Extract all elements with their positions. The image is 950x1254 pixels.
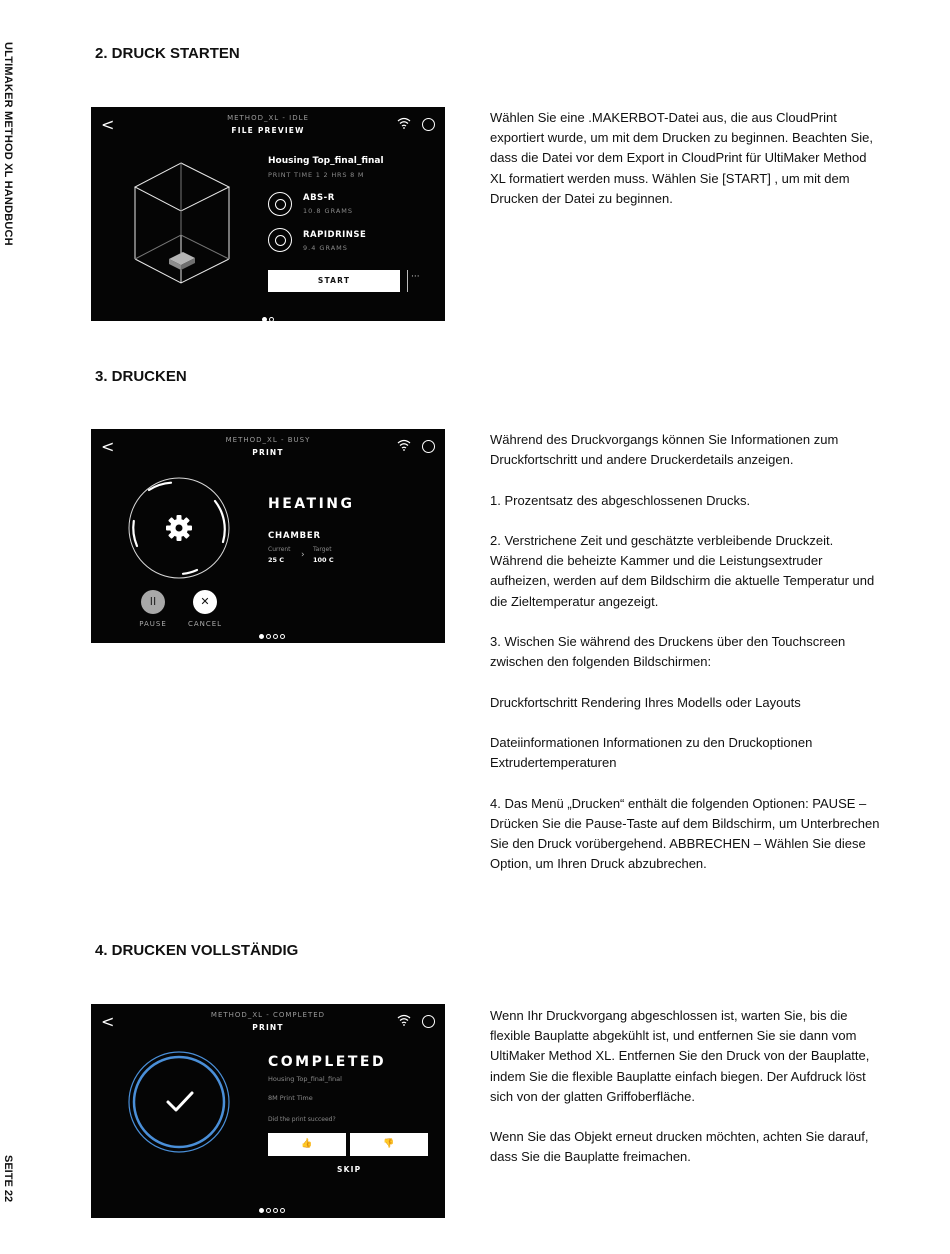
section-heading-completed: 4. DRUCKEN VOLLSTÄNDIG	[95, 942, 299, 959]
wifi-icon	[397, 1014, 411, 1026]
power-icon[interactable]	[422, 118, 435, 131]
skip-button[interactable]: SKIP	[337, 1165, 362, 1174]
page-dot[interactable]	[280, 634, 285, 639]
spool-icon	[268, 228, 292, 252]
print-status: HEATING	[268, 496, 355, 512]
chamber-label: CHAMBER	[268, 531, 321, 541]
wifi-icon	[397, 439, 411, 451]
arrow-icon: ›	[301, 550, 305, 560]
current-temp-label: Current	[268, 546, 291, 553]
paragraph: 1. Prozentsatz des abgeschlossenen Drucks.	[490, 492, 751, 508]
page-dot[interactable]	[266, 1208, 271, 1213]
current-temp-value: 25 C	[268, 556, 285, 564]
screen-file-preview	[91, 107, 445, 321]
thumbs-down-button[interactable]: 👎	[350, 1133, 428, 1156]
wifi-icon	[397, 117, 411, 129]
page-dot[interactable]	[259, 634, 264, 639]
back-icon[interactable]: <	[101, 1012, 115, 1031]
start-button[interactable]: START	[268, 270, 400, 292]
build-volume-preview	[131, 159, 231, 287]
back-icon[interactable]: <	[101, 437, 115, 456]
screen-printing	[91, 429, 445, 643]
paragraph: 3. Wischen Sie während des Druckens über den Touchscreen zwischen den folgenden Bildschirmen:	[490, 633, 846, 670]
print-status: COMPLETED	[268, 1054, 387, 1070]
section-heading-start: 2. DRUCK STARTEN	[95, 45, 240, 62]
spool-icon	[268, 192, 292, 216]
print-time: 8M Print Time	[268, 1094, 313, 1102]
printer-status: METHOD_XL - IDLE	[227, 114, 309, 122]
side-title: ULTIMAKER METHOD XL HANDBUCH	[2, 42, 14, 246]
printer-status: METHOD_XL - BUSY	[225, 436, 311, 444]
feedback-question: Did the print succeed?	[268, 1116, 336, 1123]
paragraph: 4. Das Menü „Drucken“ enthält die folgenden Optionen: PAUSE – Drücken Sie die Pause-Taste auf dem Bildschirm, um Unterbrechen Sie den Druck vorübergehend. ABBRECHEN – Wählen Sie diese Option, um Ihren Druck abzubrechen.	[490, 795, 880, 872]
paragraph: Druckfortschritt Rendering Ihres Modells oder Layouts	[490, 694, 801, 710]
section-text-completed	[490, 1006, 885, 1168]
page-indicator	[91, 624, 445, 643]
target-temp-label: Target	[313, 546, 332, 553]
section-text-printing	[490, 430, 885, 874]
more-options-icon[interactable]: ···	[411, 272, 420, 282]
screen-title: PRINT	[252, 1023, 284, 1032]
page-indicator	[91, 1198, 445, 1217]
section-heading-printing: 3. DRUCKEN	[95, 368, 187, 385]
cancel-button[interactable]: ✕	[193, 590, 217, 614]
page-dot[interactable]	[280, 1208, 285, 1213]
pause-label: PAUSE	[139, 620, 167, 628]
paragraph: Während des Druckvorgangs können Sie Informationen zum Druckfortschritt und andere Druckerdetails anzeigen.	[490, 432, 839, 468]
thumbs-up-button[interactable]: 👍	[268, 1133, 346, 1156]
pause-button[interactable]: II	[141, 590, 165, 614]
page-dot[interactable]	[266, 634, 271, 639]
cancel-label: CANCEL	[187, 620, 223, 628]
screen-title: PRINT	[252, 448, 284, 457]
screen-completed	[91, 1004, 445, 1218]
power-icon[interactable]	[422, 1015, 435, 1028]
paragraph: Wählen Sie eine .MAKERBOT-Datei aus, die aus CloudPrint exportiert wurde, um mit dem Drucken zu beginnen. Beachten Sie, dass die Datei vor dem Export in CloudPrint für UltiMaker Method XL formatiert werden muss. Wählen Sie [START] , um mit dem Drucken der Datei zu beginnen.	[490, 110, 873, 206]
page-dot[interactable]	[262, 317, 267, 321]
side-page-number: SEITE 22	[2, 1155, 14, 1203]
paragraph: Wenn Ihr Druckvorgang abgeschlossen ist, warten Sie, bis die flexible Bauplatte abgekühlt ist, und entfernen Sie sie dann vom UltiMaker Method XL. Entfernen Sie den Druck von der Bauplatte, indem Sie die flexible Bauplatte einfach biegen. Der Aufdruck löst sich von der glatten Griffoberfläche.	[490, 1008, 870, 1104]
file-name: Housing Top_final_final	[268, 1075, 342, 1083]
material-name: ABS-R	[303, 193, 335, 203]
page-dot[interactable]	[273, 1208, 278, 1213]
paragraph: Wenn Sie das Objekt erneut drucken möchten, achten Sie darauf, dass Sie die Bauplatte freimachen.	[490, 1129, 869, 1165]
print-time: PRINT TIME 1 2 HRS 8 M	[268, 171, 365, 179]
paragraph: Dateiinformationen Informationen zu den Druckoptionen Extrudertemperaturen	[490, 734, 813, 771]
page-dot[interactable]	[273, 634, 278, 639]
checkmark-icon	[165, 1090, 195, 1114]
gear-icon	[165, 514, 193, 542]
page-dot[interactable]	[259, 1208, 264, 1213]
screen-title: FILE PREVIEW	[231, 126, 305, 135]
material-amount: 10.8 GRAMS	[303, 207, 354, 215]
back-icon[interactable]: <	[101, 115, 115, 134]
printer-status: METHOD_XL - COMPLETED	[210, 1011, 326, 1019]
power-icon[interactable]	[422, 440, 435, 453]
page-dot[interactable]	[269, 317, 274, 321]
material-amount: 9.4 GRAMS	[303, 244, 348, 252]
page-indicator	[91, 307, 445, 321]
file-name: Housing Top_final_final	[268, 156, 384, 166]
divider	[407, 270, 408, 292]
section-text-start	[490, 108, 885, 209]
target-temp-value: 100 C	[313, 556, 334, 564]
material-name: RAPIDRINSE	[303, 230, 367, 240]
paragraph: 2. Verstrichene Zeit und geschätzte verbleibende Druckzeit. Während die beheizte Kammer und die Leistungsextruder aufheizen, werden auf dem Bildschirm die aktuelle Temperatur und die Zieltemperatur angezeigt.	[490, 532, 875, 609]
